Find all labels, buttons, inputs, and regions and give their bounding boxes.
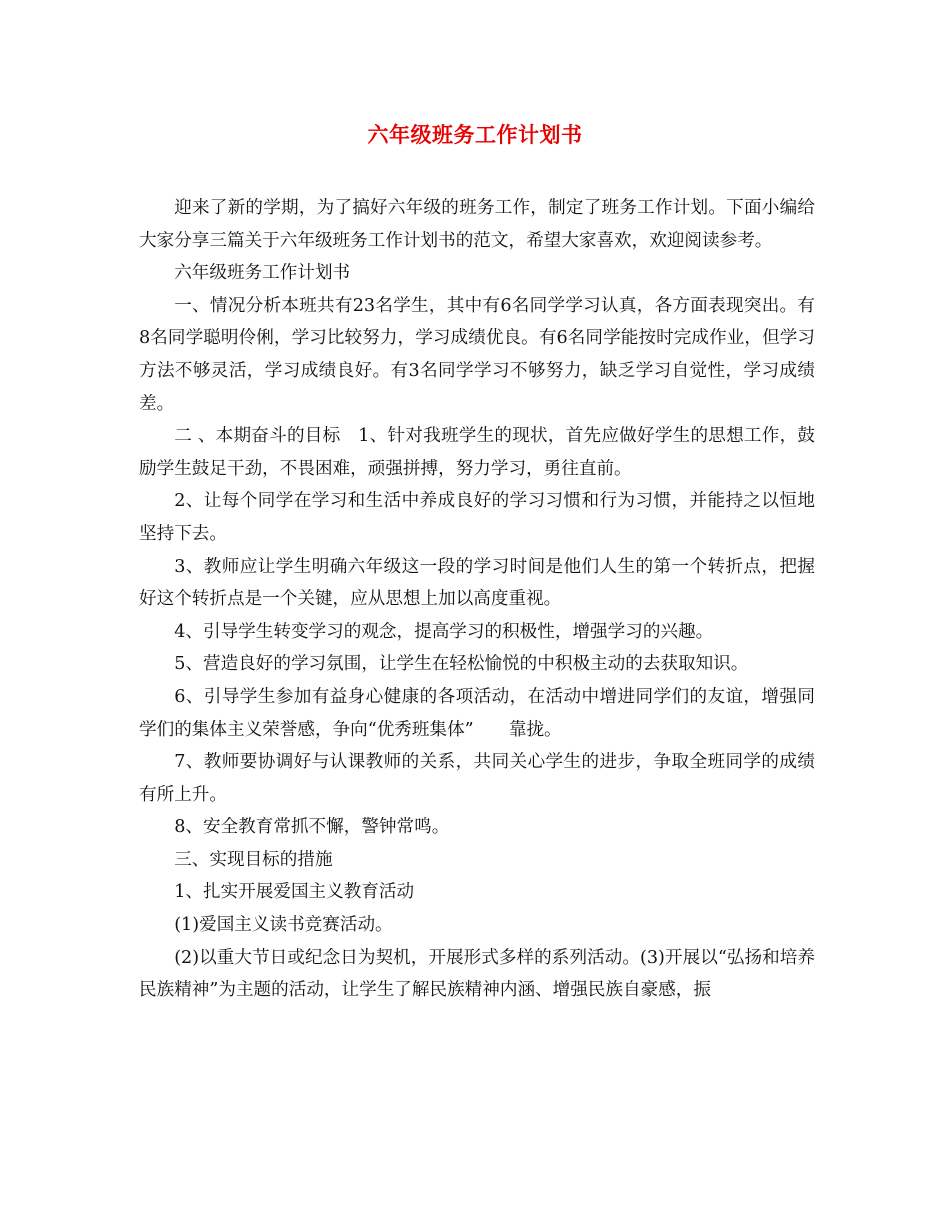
goal-item-5: 5、营造良好的学习氛围，让学生在轻松愉悦的中积极主动的去获取知识。 <box>174 654 749 675</box>
measure-subitem-1: (1)爱国主义读书竞赛活动。 <box>174 915 393 936</box>
goal-item-2: 2、让每个同学在学习和生活中养成良好的学习习惯和行为习惯，并能持之以恒地坚持下去。 <box>139 491 815 544</box>
goal-item-8: 8、安全教育常抓不懈，警钟常鸣。 <box>174 817 450 838</box>
goal-item-7: 7、教师要协调好与认课教师的关系，共同关心学生的进步，争取全班同学的成绩有所上升。 <box>139 752 815 805</box>
document-title: 六年级班务工作计划书 <box>367 122 583 147</box>
section-heading: 六年级班务工作计划书 <box>174 263 351 284</box>
goal-item-1: 二 、本期奋斗的目标 1、针对我班学生的现状，首先应做好学生的思想工作，鼓励学生鼓足干劲，不畏困难，顽强拼搏，努力学习，勇往直前。 <box>139 426 815 479</box>
measure-subitem-2-3: (2)以重大节日或纪念日为契机，开展形式多样的系列活动。(3)开展以“弘扬和培养民族精神”为主题的活动，让学生了解民族精神内涵、增强民族自豪感，振 <box>139 947 815 1001</box>
situation-analysis-paragraph: 一、情况分析本班共有23名学生，其中有6名同学学习认真，各方面表现突出。有8名同学聪明伶俐，学习比较努力，学习成绩优良。有6名同学能按时完成作业，但学习方法不够灵活，学习成绩良好。有3名同学学习不够努力，缺乏学习自觉性，学习成绩差。 <box>139 295 815 414</box>
measures-heading: 三、实现目标的措施 <box>174 849 333 870</box>
goal-item-4: 4、引导学生转变学习的观念，提高学习的积极性，增强学习的兴趣。 <box>174 621 714 642</box>
goal-item-6: 6、引导学生参加有益身心健康的各项活动，在活动中增进同学们的友谊，增强同学们的集体主义荣誉感，争向“优秀班集体” 靠拢。 <box>139 686 815 740</box>
goal-item-3: 3、教师应让学生明确六年级这一段的学习时间是他们人生的第一个转折点，把握好这个转折点是一个关键，应从思想上加以高度重视。 <box>139 556 815 610</box>
document-body <box>139 192 815 1007</box>
intro-paragraph: 迎来了新的学期，为了搞好六年级的班务工作，制定了班务工作计划。下面小编给大家分享三篇关于六年级班务工作计划书的范文，希望大家喜欢，欢迎阅读参考。 <box>139 198 815 251</box>
measure-item-1: 1、扎实开展爱国主义教育活动 <box>174 882 415 903</box>
